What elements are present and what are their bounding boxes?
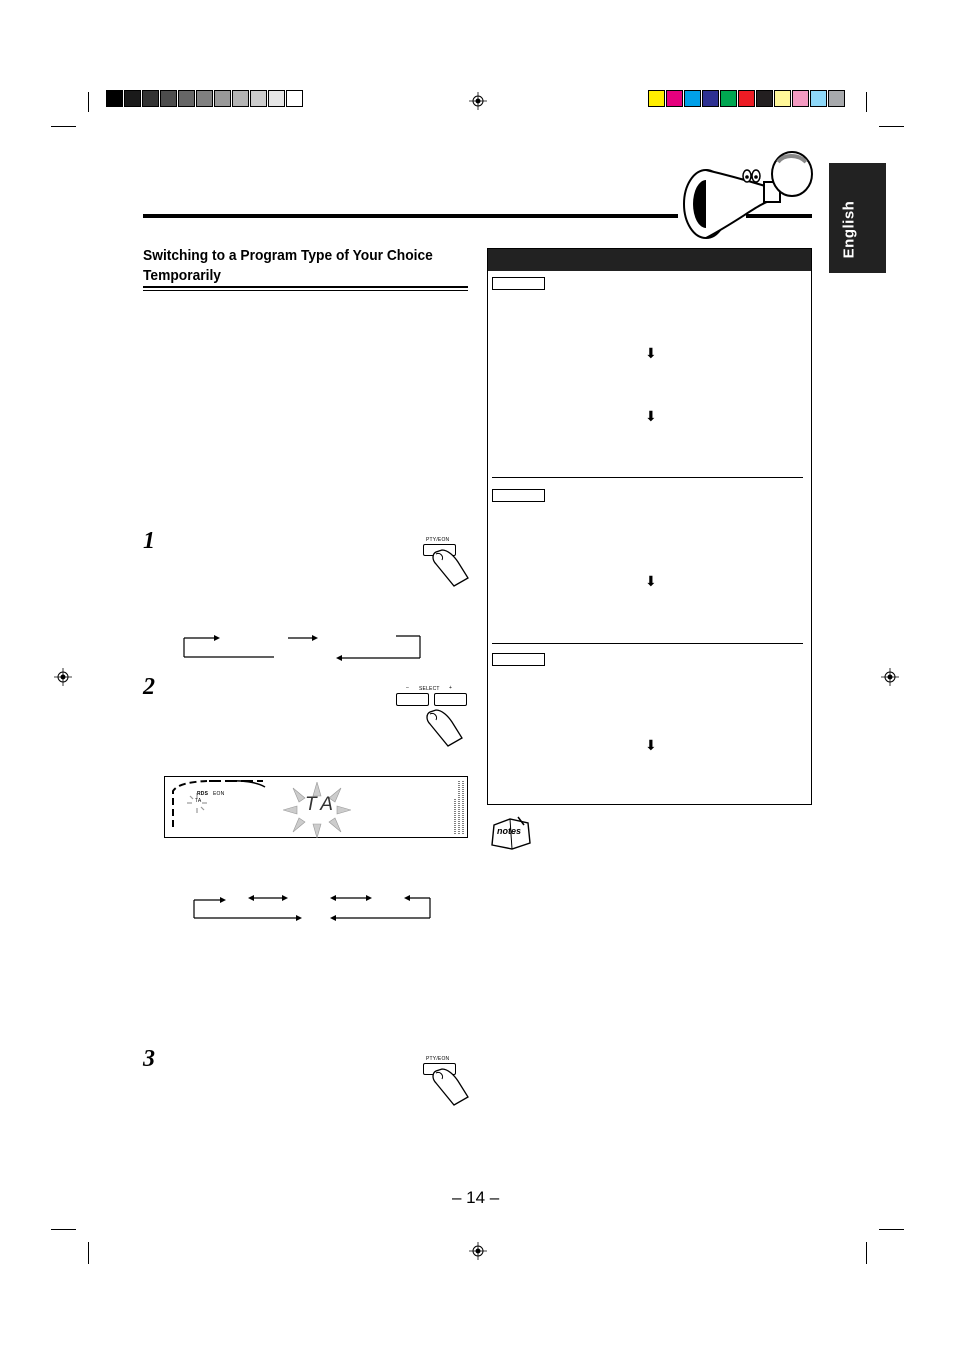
color-swatch: [702, 90, 719, 107]
heading-rule: [143, 290, 468, 291]
registration-mark-icon: [54, 668, 72, 686]
step-number-2: 2: [143, 674, 155, 700]
color-swatch: [792, 90, 809, 107]
color-swatch: [124, 90, 141, 107]
color-swatch: [106, 90, 123, 107]
header-rule: [143, 214, 678, 218]
registration-mark-icon: [469, 92, 487, 110]
example-box: [487, 248, 812, 805]
pty-selection-cycle-diagram: [190, 892, 436, 922]
rds-indicator: RDS: [197, 791, 209, 797]
color-swatch: [268, 90, 285, 107]
pty-eon-button-label: PTY/EON: [426, 537, 450, 543]
registration-mark-icon: [881, 668, 899, 686]
blink-burst-icon: [185, 791, 209, 815]
case-label-box: [492, 653, 545, 666]
step-number-3: 3: [143, 1046, 155, 1072]
select-plus-label: +: [449, 685, 453, 691]
down-arrow-icon: ⬇: [645, 737, 657, 753]
crop-mark: [866, 1242, 867, 1264]
pointing-finger-icon: [428, 548, 472, 590]
case-label-box: [492, 277, 545, 290]
crop-mark: [51, 126, 76, 127]
crop-mark: [51, 1229, 76, 1230]
select-minus-button[interactable]: [396, 693, 429, 706]
horn-icon: [680, 148, 816, 244]
case-divider: [492, 477, 803, 478]
pointing-finger-icon: [428, 1067, 472, 1109]
ta-indicator-small: TA: [195, 798, 202, 804]
crop-mark: [879, 1229, 904, 1230]
crop-mark: [88, 92, 89, 112]
pty-mode-cycle-diagram: [180, 630, 424, 662]
color-swatch: [774, 90, 791, 107]
color-swatch: [232, 90, 249, 107]
color-swatch: [648, 90, 665, 107]
crop-mark: [866, 92, 867, 112]
color-swatch: [160, 90, 177, 107]
registration-mark-icon: [469, 1242, 487, 1260]
color-swatch: [738, 90, 755, 107]
page-number: – 14 –: [452, 1188, 500, 1207]
down-arrow-icon: ⬇: [645, 573, 657, 589]
color-swatch: [666, 90, 683, 107]
color-swatch: [250, 90, 267, 107]
case-label-box: [492, 489, 545, 502]
ta-display-text: TA: [305, 794, 338, 815]
example-box-header: [488, 249, 811, 271]
color-swatch: [286, 90, 303, 107]
pointing-finger-icon: [422, 708, 466, 750]
color-swatch: [810, 90, 827, 107]
down-arrow-icon: ⬇: [645, 345, 657, 361]
language-tab: [829, 163, 886, 273]
color-swatch: [196, 90, 213, 107]
heading-rule: [143, 286, 468, 288]
pty-eon-button-label: PTY/EON: [426, 1056, 450, 1062]
section-heading: Switching to a Program Type of Your Choice Temporarily: [143, 247, 433, 284]
color-swatch: [720, 90, 737, 107]
color-swatch: [756, 90, 773, 107]
step-number-1: 1: [143, 528, 155, 554]
color-swatch: [178, 90, 195, 107]
crop-mark: [879, 126, 904, 127]
lcd-display: [164, 776, 468, 838]
case-divider: [492, 643, 803, 644]
select-minus-label: –: [406, 685, 409, 691]
language-tab-label: English: [840, 200, 858, 259]
eon-indicator: EON: [213, 791, 225, 797]
color-swatch: [684, 90, 701, 107]
select-plus-button[interactable]: [434, 693, 467, 706]
color-swatch: [142, 90, 159, 107]
down-arrow-icon: ⬇: [645, 408, 657, 424]
color-swatch: [214, 90, 231, 107]
notes-label: notes: [497, 826, 522, 836]
select-button-label: SELECT: [419, 686, 440, 692]
crop-mark: [88, 1242, 89, 1264]
color-swatch: [828, 90, 845, 107]
